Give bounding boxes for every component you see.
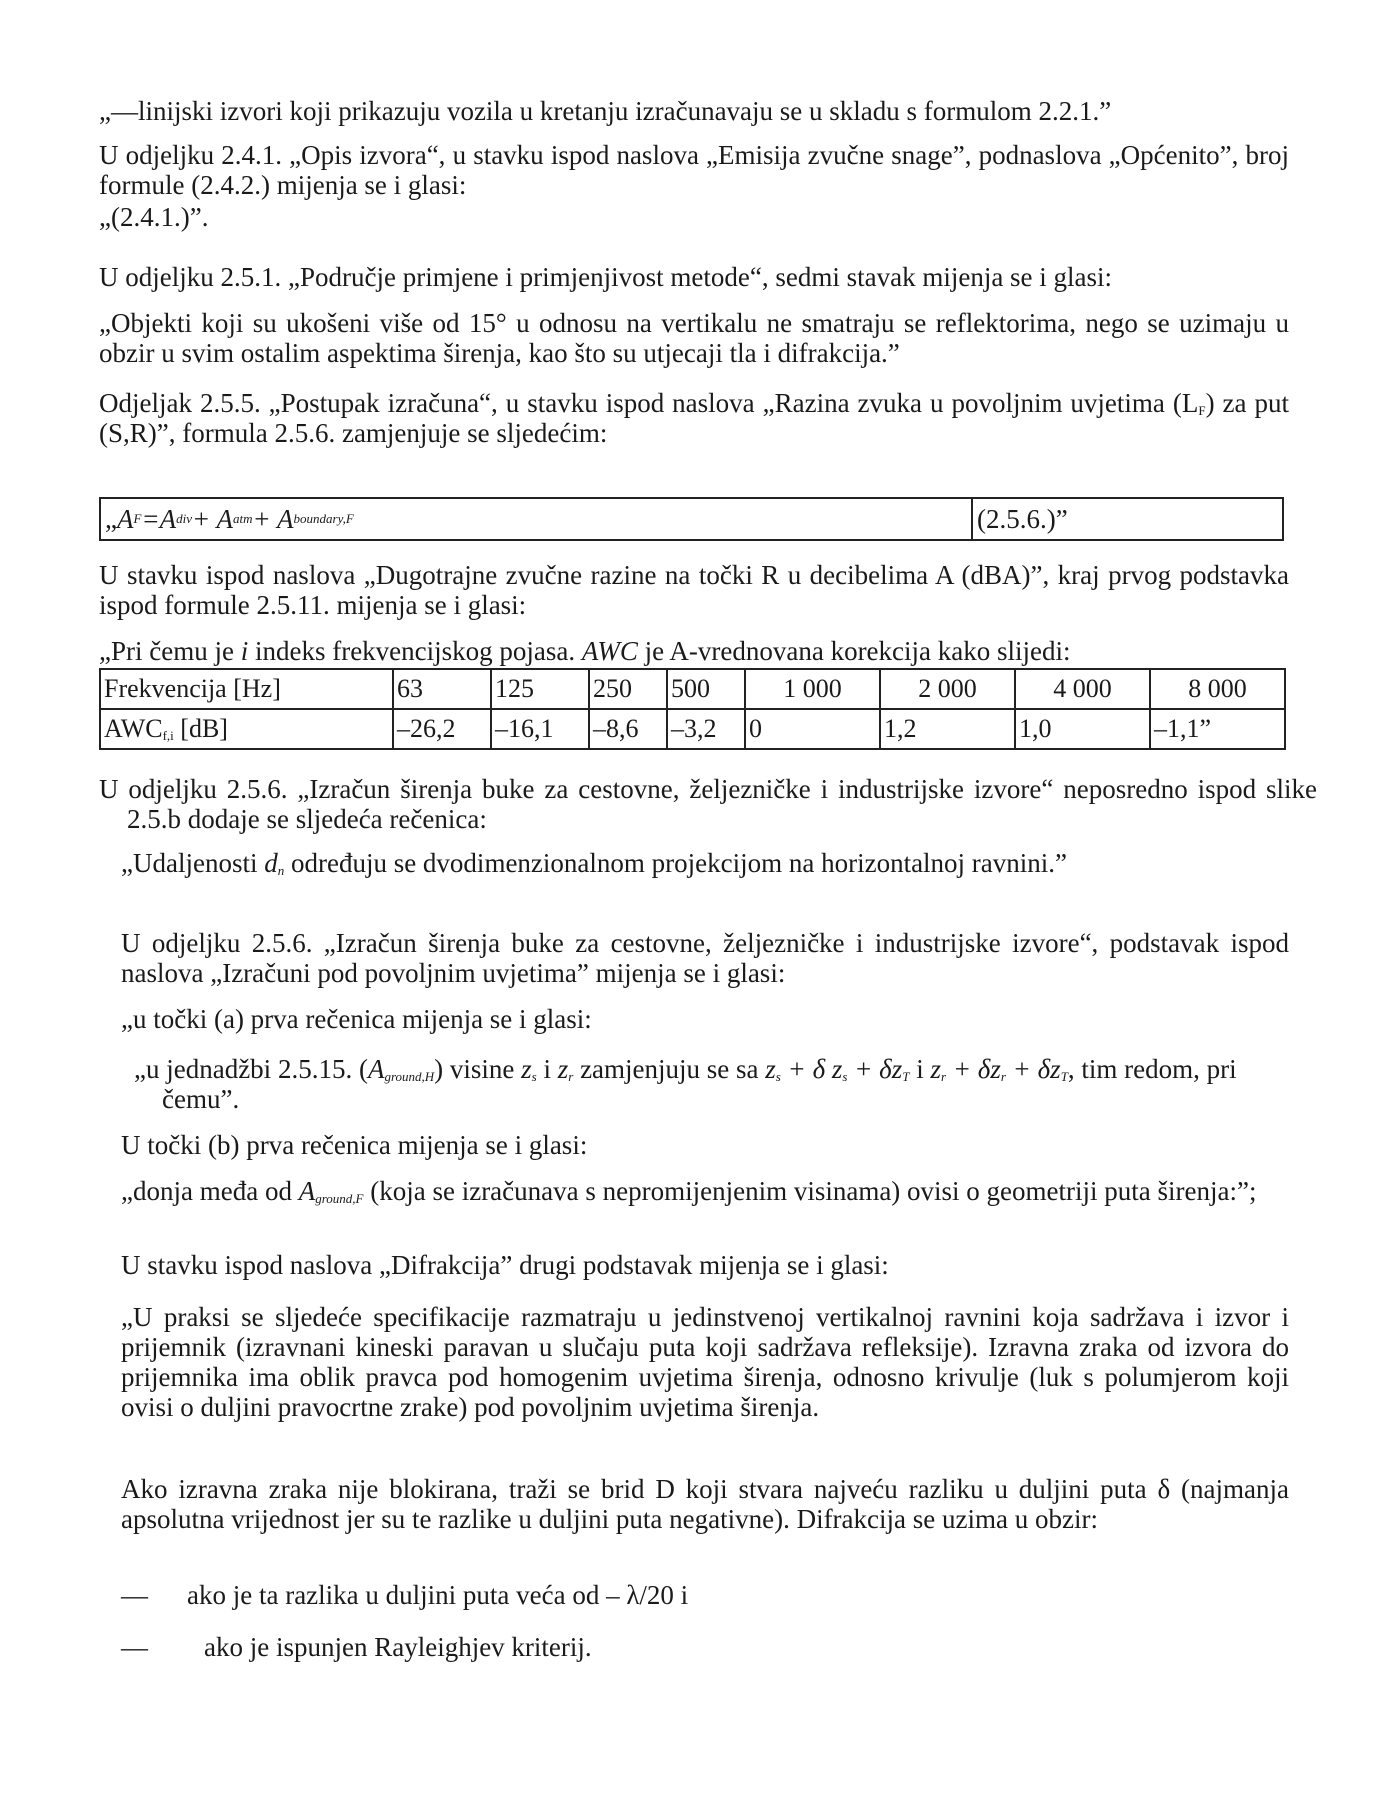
- table-header-frequency: Frekvencija [Hz]: [100, 669, 393, 709]
- paragraph-awc-intro: „Pri čemu je i indeks frekvencijskog pojasa. AWC je A-vrednovana korekcija kako slijedi:: [99, 636, 1071, 666]
- table-row-awc: [100, 709, 1285, 749]
- paragraph-dugotrajne-razine: U stavku ispod naslova „Dugotrajne zvučne razine na točki R u decibelima A (dBA)”, kraj prvog podstavka ispod formule 2.5.11. mijenja se i glasi:: [99, 560, 1289, 620]
- table-cell: –16,1: [491, 709, 589, 749]
- table-cell: –8,6: [589, 709, 667, 749]
- table-header-awc: $AWC_{f,i}$ [dB]: [100, 709, 393, 749]
- paragraph-tocka-b: U točki (b) prva rečenica mijenja se i glasi:: [121, 1130, 588, 1160]
- paragraph-objekti-ukoseni: „Objekti koji su ukošeni više od 15° u odnosu na vertikalu ne smatraju se reflektorima, nego se uzimaju u obzir u svim ostalim aspektima širenja, kao što su utjecaji tla i difrakcija.”: [99, 308, 1289, 368]
- list-item-razlika: — ako je ta razlika u duljini puta veća od – λ/20 i: [121, 1580, 689, 1610]
- list-item-rayleigh: — ako je ispunjen Rayleighjev kriterij.: [121, 1632, 592, 1662]
- paragraph-izravna-zraka: Ako izravna zraka nije blokirana, traži se brid D koji stvara najveću razliku u duljini puta δ (najmanja apsolutna vrijednost jer su te razlike u duljini puta negativne). Difrakcija se uzima u obzir:: [121, 1474, 1289, 1534]
- formula-2-5-6-box: [99, 497, 1284, 541]
- table-cell: 1,2: [880, 709, 1015, 749]
- table-cell: 2 000: [880, 669, 1015, 709]
- table-cell: 500: [667, 669, 745, 709]
- paragraph-odjeljak-2-4-1: U odjeljku 2.4.1. „Opis izvora“, u stavku ispod naslova „Emisija zvučne snage”, podnaslova „Općenito”, broj formule (2.4.2.) mijenja se i glasi:: [99, 140, 1289, 200]
- table-cell: –1,1”: [1150, 709, 1285, 749]
- dash-bullet: —: [121, 1580, 148, 1610]
- paragraph-formula-ref: „(2.4.1.)”.: [99, 202, 209, 232]
- awc-table: [99, 668, 1286, 750]
- table-cell: 1 000: [745, 669, 880, 709]
- table-cell: –3,2: [667, 709, 745, 749]
- dash-bullet: —: [121, 1632, 148, 1662]
- table-cell: 4 000: [1015, 669, 1150, 709]
- table-cell: 0: [745, 709, 880, 749]
- table-cell: 250: [589, 669, 667, 709]
- table-cell: –26,2: [393, 709, 491, 749]
- formula-number: (2.5.6.)”: [977, 504, 1068, 534]
- paragraph-odjeljak-2-5-6-a: U odjeljku 2.5.6. „Izračun širenja buke za cestovne, željezničke i industrijske izvore“ neposredno ispod slike 2.5.b dodaje se sljedeća rečenica:: [99, 774, 1317, 834]
- table-cell: 63: [393, 669, 491, 709]
- paragraph-odjeljak-2-5-6-b: U odjeljku 2.5.6. „Izračun širenja buke za cestovne, željezničke i industrijske izvore“, podstavak ispod naslova „Izračuni pod povoljnim uvjetima” mijenja se i glasi:: [121, 928, 1289, 988]
- paragraph-linijski-izvori: „—linijski izvori koji prikazuju vozila u kretanju izračunavaju se u skladu s formulom 2.2.1.”: [99, 96, 1112, 126]
- paragraph-tocka-a: „u točki (a) prva rečenica mijenja se i glasi:: [121, 1004, 592, 1034]
- table-cell: 1,0: [1015, 709, 1150, 749]
- paragraph-odjeljak-2-5-5: Odjeljak 2.5.5. „Postupak izračuna“, u stavku ispod naslova „Razina zvuka u povoljnim uvjetima $(L_F)$ za put (S,R)”, formula 2.5.6. zamjenjuje se sljedećim:: [99, 388, 1289, 448]
- paragraph-udaljenosti: „Udaljenosti $d_n$ određuju se dvodimenzionalnom projekcijom na horizontalnoj ravnini.”: [121, 848, 1068, 878]
- table-cell: 125: [491, 669, 589, 709]
- table-cell: 8 000: [1150, 669, 1285, 709]
- formula-expression: „ A F =A div + A atm + A boundary,F: [101, 499, 973, 539]
- paragraph-odjeljak-2-5-1: U odjeljku 2.5.1. „Područje primjene i primjenjivost metode“, sedmi stavak mijenja se i glasi:: [99, 262, 1113, 292]
- table-row-frequency: [100, 669, 1285, 709]
- paragraph-difrakcija: U stavku ispod naslova „Difrakcija” drugi podstavak mijenja se i glasi:: [121, 1250, 889, 1280]
- paragraph-u-praksi: „U praksi se sljedeće specifikacije razmatraju u jedinstvenoj vertikalnoj ravnini koja sadržava i izvor i prijemnik (izravnani kineski paravan u slučaju puta koji sadržava refleksije). Izravna zraka od izvora do prijemnika ima oblik pravca pod homogenim uvjetima širenja, odnosno krivulje (luk s polumjerom koji ovisi o duljini pravocrtne zrake) pod povoljnim uvjetima širenja.: [121, 1302, 1289, 1422]
- paragraph-donja-meda: „donja međa od $A_{ground,F}$ (koja se izračunava s nepromijenjenim visinama) ovisi o geometriji puta širenja:”;: [121, 1176, 1257, 1206]
- paragraph-jednadzba: „u jednadžbi 2.5.15. $(A_{ground,H})$ visine $z_s$ i $z_r$ zamjenjuju se sa $z_s + \delta$ $z_s + \delta z_T$ i $z_r + \delta z_r + \delta z_T$, tim redom, pri čemu”.: [134, 1054, 1237, 1114]
